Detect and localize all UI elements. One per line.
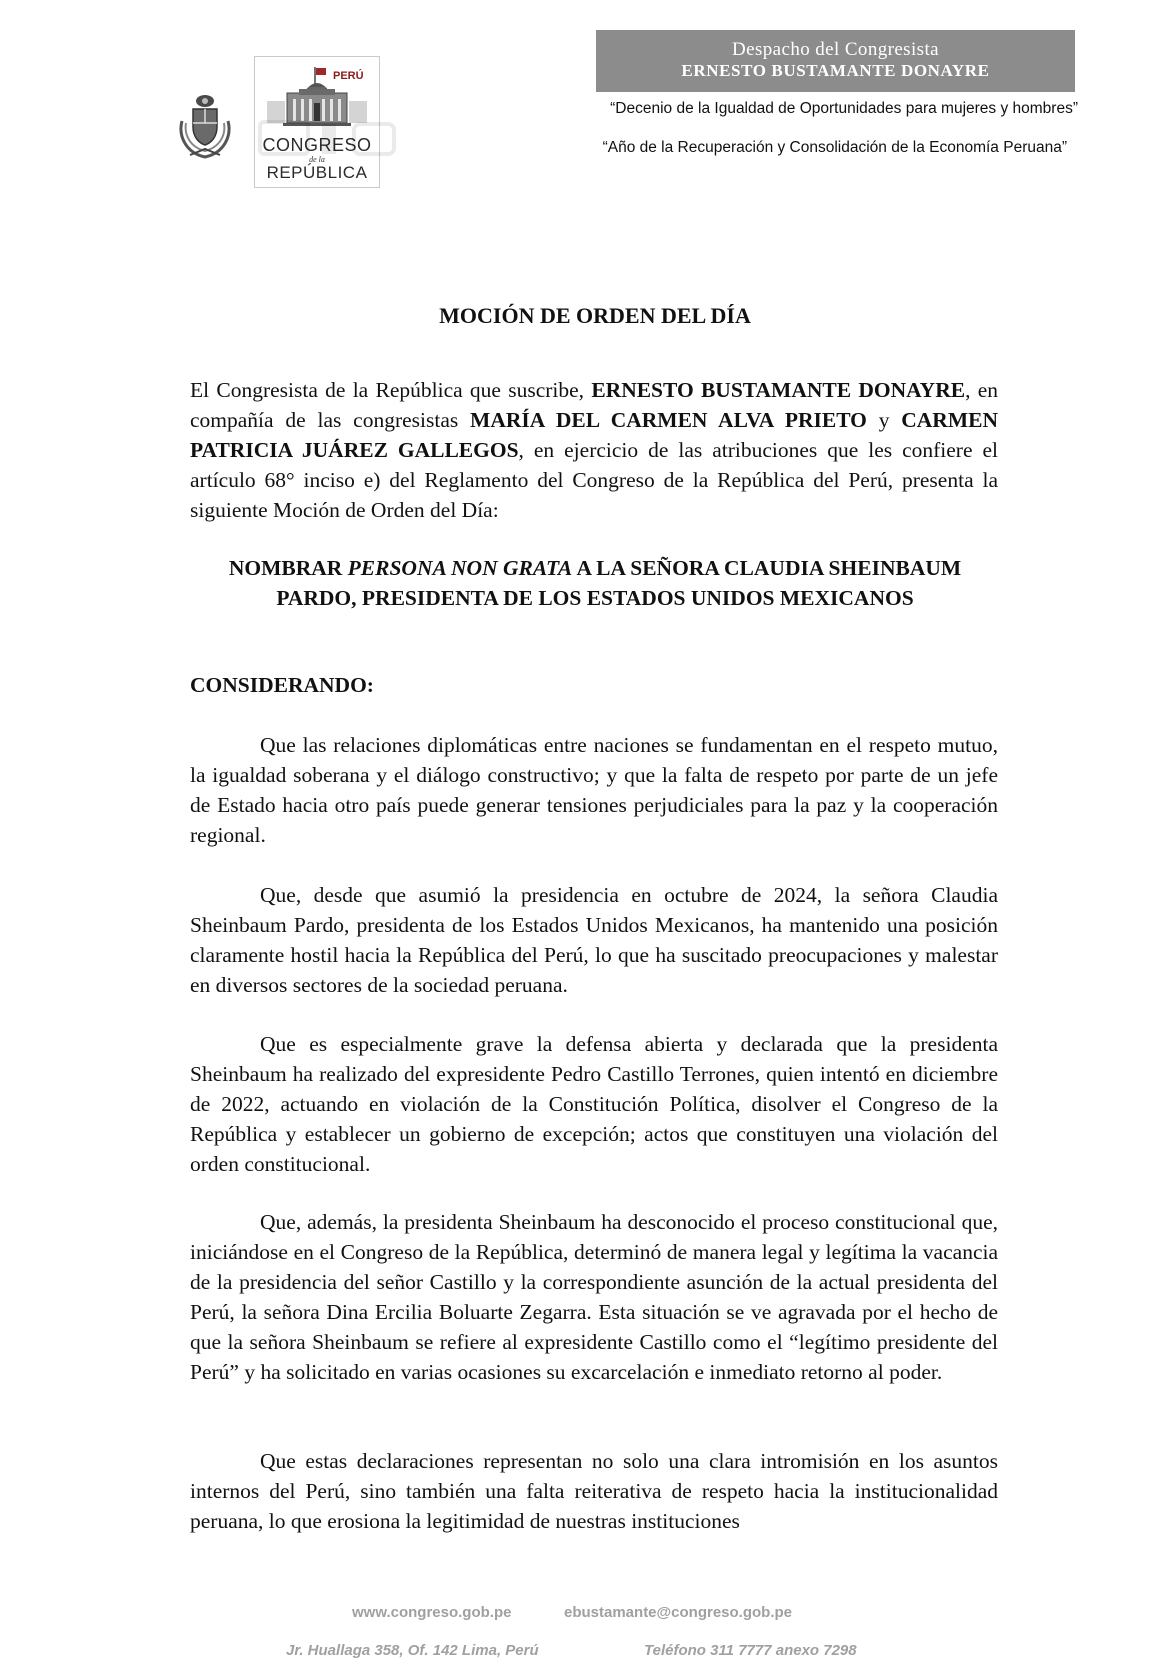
- intro-paragraph: [190, 375, 998, 525]
- logo-republica-label: REPÚBLICA: [266, 163, 368, 182]
- intro-bold-author: ERNESTO BUSTAMANTE DONAYRE: [591, 378, 966, 402]
- footer-website: www.congreso.gob.pe: [352, 1604, 512, 1621]
- considerando-paragraph: Que, además, la presidenta Sheinbaum ha desconocido el proceso constitucional que, iniciándose en el Congreso de la República, determinó de manera legal y legítima la vacancia de la presidencia del señor Castillo y la correspondiente asunción de la actual presidenta del Perú, la señora Dina Ercilia Boluarte Zegarra. Esta situación se ve agravada por el hecho de que la señora Sheinbaum se refiere al expresidente Castillo como el “legítimo presidente del Perú” y ha solicitado en varias ocasiones su excarcelación e inmediato retorno al poder.: [190, 1210, 998, 1384]
- faded-stamp-mark: [258, 118, 448, 158]
- intro-text-4: , en ejercicio de las atribuciones que les confiere el artículo 68° inciso e) del Reglamento del Congreso de la República del Perú, presenta la siguiente Moción de Orden del Día:: [190, 438, 998, 522]
- intro-bold-cosigner-2: CARMEN PATRICIA JUÁREZ GALLEGOS: [190, 408, 998, 462]
- despacho-banner: [596, 30, 1075, 92]
- considerando-paragraph: Que es especialmente grave la defensa abierta y declarada que la presidenta Sheinbaum ha realizado del expresidente Pedro Castillo Terrones, quien intentó en diciembre de 2022, actuando en violación de la Constitución Política, disolver el Congreso de la República y establecer un gobierno de excepción; actos que constituyen una violación del orden constitucional.: [190, 1032, 998, 1176]
- considerando-paragraph: Que, desde que asumió la presidencia en octubre de 2024, la señora Claudia Sheinbaum Pardo, presidenta de los Estados Unidos Mexicanos, ha mantenido una posición claramente hostil hacia la República del Perú, lo que ha suscitado preocupaciones y malestar en diversos sectores de la sociedad peruana.: [190, 883, 998, 997]
- motion-title-italic: PERSONA NON GRATA: [347, 556, 573, 580]
- despacho-title: Despacho del Congresista: [732, 39, 939, 60]
- footer-email: ebustamante@congreso.gob.pe: [564, 1604, 792, 1621]
- intro-bold-cosigner-1: MARÍA DEL CARMEN ALVA PRIETO: [470, 408, 867, 432]
- intro-text-3: y: [866, 408, 902, 432]
- intro-text-1: El Congresista de la República que suscribe,: [190, 378, 592, 402]
- considerando-paragraph: Que estas declaraciones representan no solo una clara intromisión en los asuntos internos del Perú, sino también una falta reiterativa de respeto hacia la institucionalidad peruana, lo que erosiona la legitimidad de nuestras instituciones: [190, 1449, 998, 1533]
- document-title: MOCIÓN DE ORDEN DEL DÍA: [439, 303, 751, 328]
- logo-peru-label: PERÚ: [333, 70, 364, 82]
- considerando-paragraph: Que las relaciones diplomáticas entre naciones se fundamentan en el respeto mutuo, la igualdad soberana y el diálogo constructivo; y que la falta de respeto por parte de un jefe de Estado hacia otro país puede generar tensiones perjudiciales para la paz y la cooperación regional.: [190, 733, 998, 847]
- motion-title: [190, 553, 1000, 613]
- motion-title-part-2: A LA SEÑORA CLAUDIA SHEINBAUM PARDO, PRESIDENTA DE LOS ESTADOS UNIDOS MEXICANOS: [276, 556, 962, 610]
- logo-dela-label: de la: [309, 155, 325, 164]
- motion-title-part-1: NOMBRAR: [228, 556, 348, 580]
- logo-congreso-label: CONGRESO: [262, 135, 372, 155]
- footer-phone: Teléfono 311 7777 anexo 7298: [644, 1642, 857, 1659]
- footer-address: Jr. Huallaga 358, Of. 142 Lima, Perú: [286, 1642, 539, 1659]
- header-logos: [176, 56, 386, 191]
- congressman-name: ERNESTO BUSTAMANTE DONAYRE: [681, 61, 990, 80]
- considerando-heading: CONSIDERANDO:: [190, 673, 374, 697]
- peru-coat-of-arms-icon: [176, 91, 234, 161]
- decenio-slogan: “Decenio de la Igualdad de Oportunidades para mujeres y hombres”: [610, 100, 1078, 117]
- anio-slogan: “Año de la Recuperación y Consolidación de la Economía Peruana”: [602, 139, 1067, 156]
- intro-text-2: , en compañía de las congresistas: [190, 378, 999, 432]
